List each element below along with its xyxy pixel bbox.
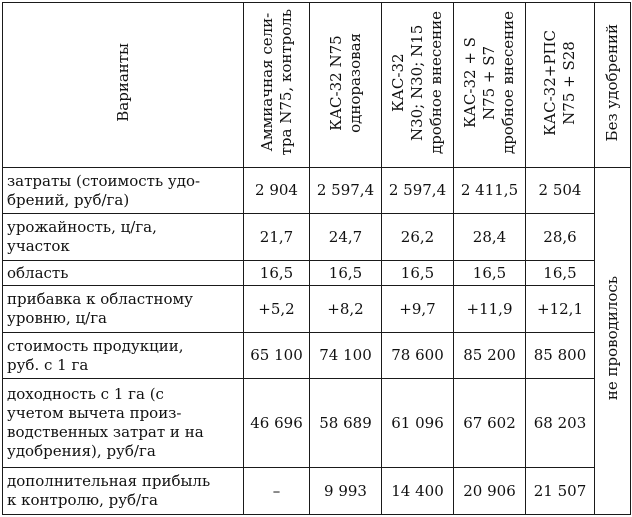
header-col-5 (526, 3, 595, 168)
table-cell: 21,7 (244, 214, 310, 261)
row-label (3, 214, 244, 261)
table-cell: 26,2 (382, 214, 454, 261)
table-cell: +9,7 (382, 286, 454, 333)
row-label (3, 332, 244, 379)
header-col-1-line-1: Аммиачная сели- (257, 13, 276, 152)
table-cell: 2 597,4 (310, 167, 382, 214)
table-cell: 28,6 (526, 214, 595, 261)
header-col-4 (454, 3, 526, 168)
table-cell: 74 100 (310, 332, 382, 379)
row-label-line: доходность с 1 га (с (7, 385, 164, 404)
header-col-4-line-1: КАС-32 + S (461, 36, 479, 128)
row-label-line: урожайность, ц/га, (7, 218, 157, 237)
header-col-5-line-1: КАС-32+РПС (541, 29, 559, 136)
no-fertilizer-cell (595, 167, 631, 514)
table-cell: 46 696 (244, 379, 310, 468)
table-cell: 67 602 (454, 379, 526, 468)
header-col-3-line-1: КАС-32 (389, 53, 407, 112)
row-label-line: затраты (стоимость удо- (7, 171, 201, 190)
table-row (3, 167, 631, 214)
table-cell: 16,5 (454, 260, 526, 285)
row-label (3, 167, 244, 214)
table-cell: 16,5 (244, 260, 310, 285)
row-label (3, 468, 244, 515)
table-cell: +12,1 (526, 286, 595, 333)
row-label-line: прибавка к областному (7, 290, 193, 309)
row-label (3, 379, 244, 468)
header-col-6 (595, 3, 631, 168)
header-col-4-line-3: дробное внесение (499, 10, 517, 154)
header-col-2 (310, 3, 382, 168)
table-cell: 68 203 (526, 379, 595, 468)
header-col-1 (244, 3, 310, 168)
row-label-line: руб. с 1 га (7, 355, 89, 374)
table-cell: +5,2 (244, 286, 310, 333)
table-row (3, 332, 631, 379)
row-label-line: уровню, ц/га (7, 309, 107, 328)
row-label-line: область (7, 263, 69, 282)
table-cell: 14 400 (382, 468, 454, 515)
no-fertilizer-note: не проводилось (603, 276, 621, 401)
table-cell: 2 504 (526, 167, 595, 214)
header-variants (3, 3, 244, 168)
table-row (3, 379, 631, 468)
row-label-line: стоимость продукции, (7, 336, 184, 355)
table-cell: 2 597,4 (382, 167, 454, 214)
table-cell: 16,5 (526, 260, 595, 285)
header-col-2-line-2: одноразовая (345, 32, 364, 133)
header-col-5-line-2: N75 + S28 (560, 40, 578, 125)
table-cell: 2 411,5 (454, 167, 526, 214)
table-cell: 61 096 (382, 379, 454, 468)
row-label-line: дополнительная прибыль (7, 472, 211, 491)
table-row (3, 214, 631, 261)
table-row (3, 286, 631, 333)
row-label-line: к контролю, руб/га (7, 491, 158, 510)
table-cell: 65 100 (244, 332, 310, 379)
table-cell: 85 200 (454, 332, 526, 379)
header-row (3, 3, 631, 168)
row-label-line: удобрения), руб/га (7, 442, 156, 461)
table-cell: 78 600 (382, 332, 454, 379)
table-cell: 85 800 (526, 332, 595, 379)
header-col-6-line-1: Без удобрений (603, 23, 621, 142)
table-cell: 16,5 (310, 260, 382, 285)
table-cell: 20 906 (454, 468, 526, 515)
table-cell: 2 904 (244, 167, 310, 214)
row-label (3, 286, 244, 333)
header-col-3 (382, 3, 454, 168)
table-cell: +11,9 (454, 286, 526, 333)
row-label-line: водственных затрат и на (7, 423, 204, 442)
table-cell: +8,2 (310, 286, 382, 333)
table-cell: 58 689 (310, 379, 382, 468)
header-variants-text: Варианты (113, 43, 132, 122)
row-label-line: участок (7, 237, 70, 256)
table-cell: 21 507 (526, 468, 595, 515)
header-col-3-line-3: дробное внесение (427, 10, 445, 154)
row-label (3, 260, 244, 285)
table-cell: 24,7 (310, 214, 382, 261)
header-col-1-line-2: тра N75, контроль (276, 9, 295, 156)
table-cell: – (244, 468, 310, 515)
header-col-2-line-1: КАС-32 N75 (326, 34, 345, 131)
results-table (2, 2, 631, 515)
table-cell: 16,5 (382, 260, 454, 285)
header-col-4-line-2: N75 + S7 (480, 45, 498, 120)
row-label-line: учетом вычета произ- (7, 404, 182, 423)
table-row (3, 468, 631, 515)
table-row (3, 260, 631, 285)
row-label-line: брений, руб/га) (7, 190, 130, 209)
table-cell: 28,4 (454, 214, 526, 261)
header-col-3-line-2: N30; N30; N15 (408, 24, 426, 141)
table-cell: 9 993 (310, 468, 382, 515)
